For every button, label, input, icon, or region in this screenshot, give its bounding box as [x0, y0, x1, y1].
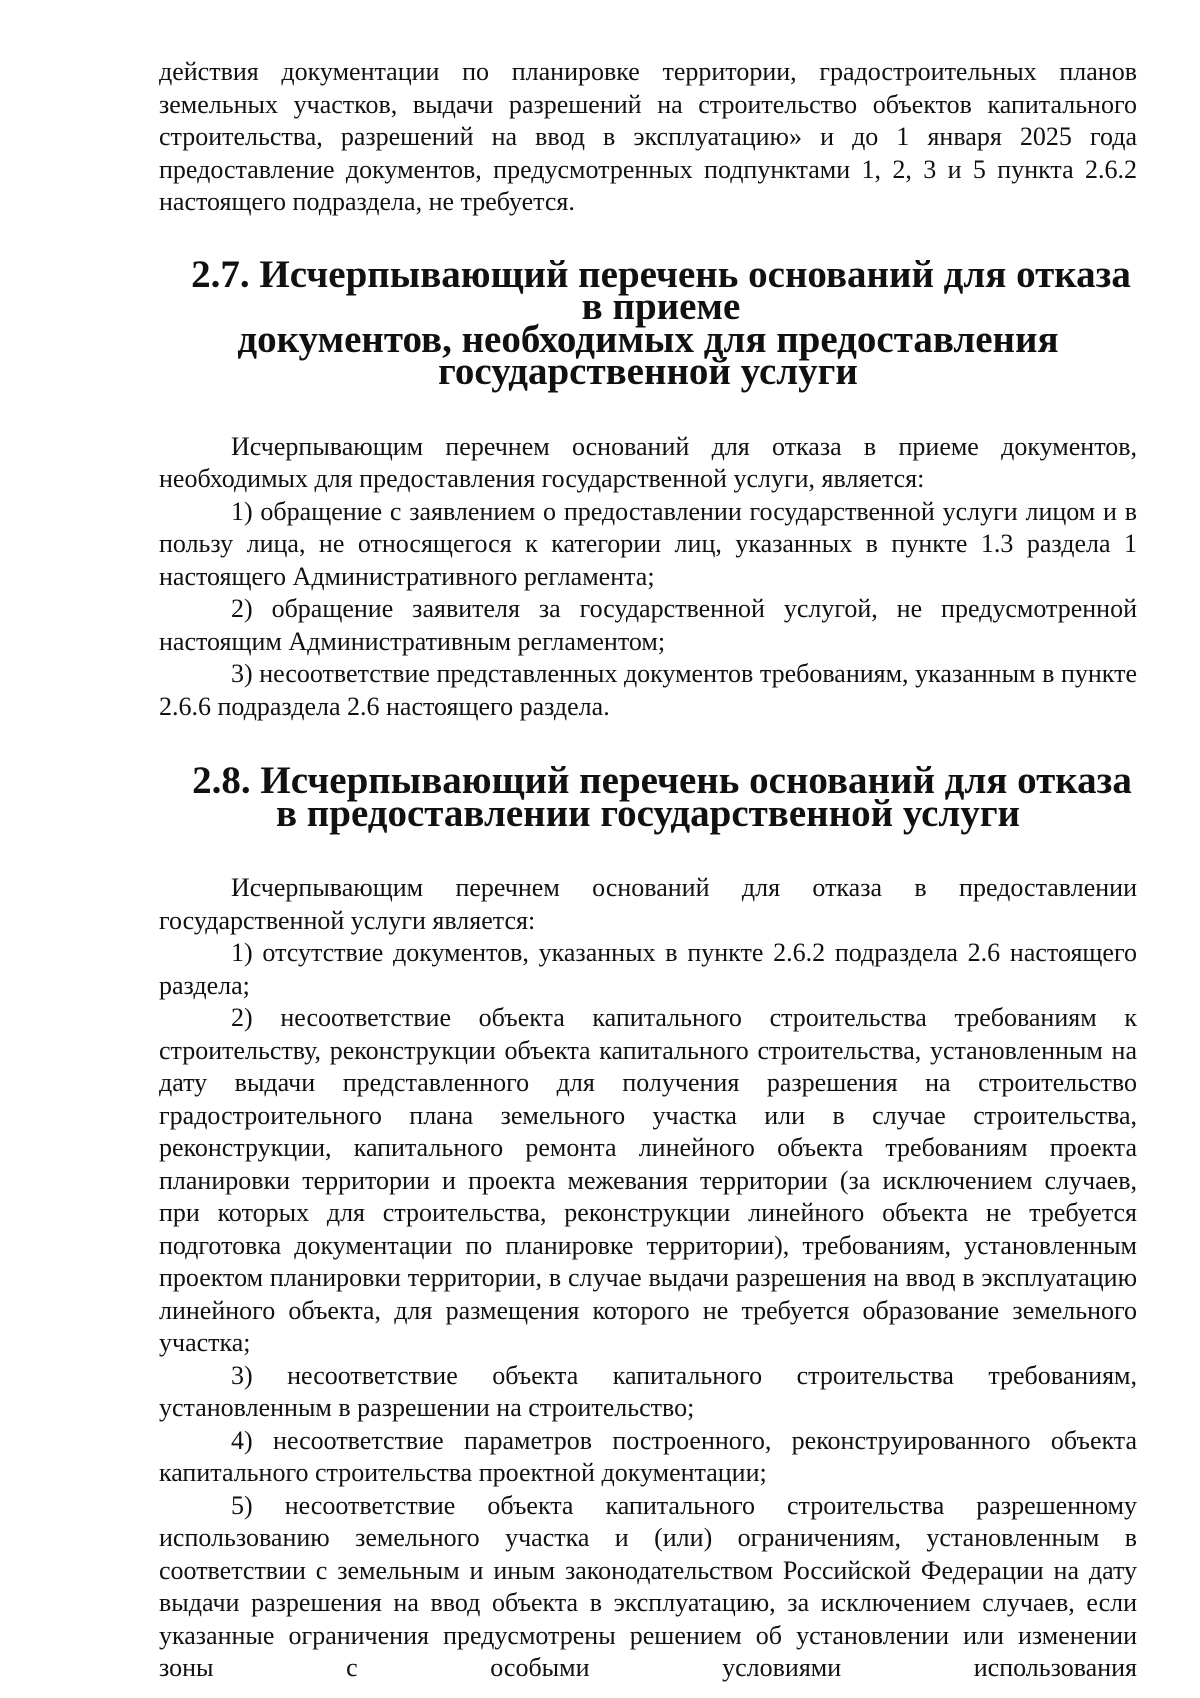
- document-page: [159, 56, 1137, 1685]
- section-2-8-lead: Исчерпывающим перечнем оснований для отказа в предоставлении государственной услуги является:: [159, 873, 1137, 935]
- section-2-8-heading: [159, 759, 1137, 835]
- intro-paragraph: действия документации по планировке территории, градостроительных планов земельных участков, выдачи разрешений на строительство объектов капитального строительства, разрешений на ввод в эксплуатацию» и до 1 января 2025 года предоставление документов, предусмотренных подпунктами 1, 2, 3 и 5 пункта 2.6.2 настоящего подраздела, не требуется.: [159, 57, 1137, 216]
- section-2-7-item-1: 1) обращение с заявлением о предоставлении государственной услуги лицом и в пользу лица, не относящегося к категории лиц, указанных в пункте 1.3 раздела 1 настоящего Административного регламента;: [159, 496, 1137, 591]
- section-2-8-item-1: 1) отсутствие документов, указанных в пункте 2.6.2 подраздела 2.6 настоящего раздела;: [159, 938, 1137, 1000]
- section-2-7-item-2: 2) обращение заявителя за государственной услугой, не предусмотренной настоящим Административным регламентом;: [159, 594, 1137, 656]
- section-2-7-heading-line2: документов, необходимых для предоставления государственной услуги: [237, 317, 1059, 393]
- section-2-8-heading-line2: в предоставлении государственной услуги: [275, 791, 1020, 835]
- section-2-7-heading: [159, 252, 1137, 393]
- section-2-8-heading-line1: 2.8. Исчерпывающий перечень оснований для отказа: [192, 759, 1132, 802]
- section-2-8-item-5: 5) несоответствие объекта капитального строительства разрешенному использованию земельного участка и (или) ограничениям, установленным в соответствии с земельным и иным законодательством Российской Федерации на дату выдачи разрешения на ввод объекта в эксплуатацию, за исключением случаев, если указанные ограничения предусмотрены решением об установлении или изменении зоны с особыми условиями использования: [159, 1490, 1137, 1682]
- section-2-7-lead: Исчерпывающим перечнем оснований для отказа в приеме документов, необходимых для предоставления государственной услуги, является:: [159, 431, 1137, 493]
- section-2-8-item-4: 4) несоответствие параметров построенного, реконструированного объекта капитального строительства проектной документации;: [159, 1425, 1137, 1487]
- section-2-8-item-3: 3) несоответствие объекта капитального строительства требованиям, установленным в разрешении на строительство;: [159, 1360, 1137, 1422]
- section-2-7-heading-line1: 2.7. Исчерпывающий перечень оснований для отказа в приеме: [191, 252, 1131, 328]
- section-2-8-item-2: 2) несоответствие объекта капитального строительства требованиям к строительству, реконструкции объекта капитального строительства, установленным на дату выдачи представленного для получения разрешения на строительство градостроительного плана земельного участка или в случае строительства, реконструкции, капитального ремонта линейного объекта требованиям проекта планировки территории и проекта межевания территории (за исключением случаев, при которых для строительства, реконструкции линейного объекта не требуется подготовка документации по планировке территории), требованиям, установленным проектом планировки территории, в случае выдачи разрешения на ввод в эксплуатацию линейного объекта, для размещения которого не требуется образование земельного участка;: [159, 1003, 1137, 1357]
- section-2-7-item-3: 3) несоответствие представленных документов требованиям, указанным в пункте 2.6.6 подраздела 2.6 настоящего раздела.: [159, 659, 1137, 721]
